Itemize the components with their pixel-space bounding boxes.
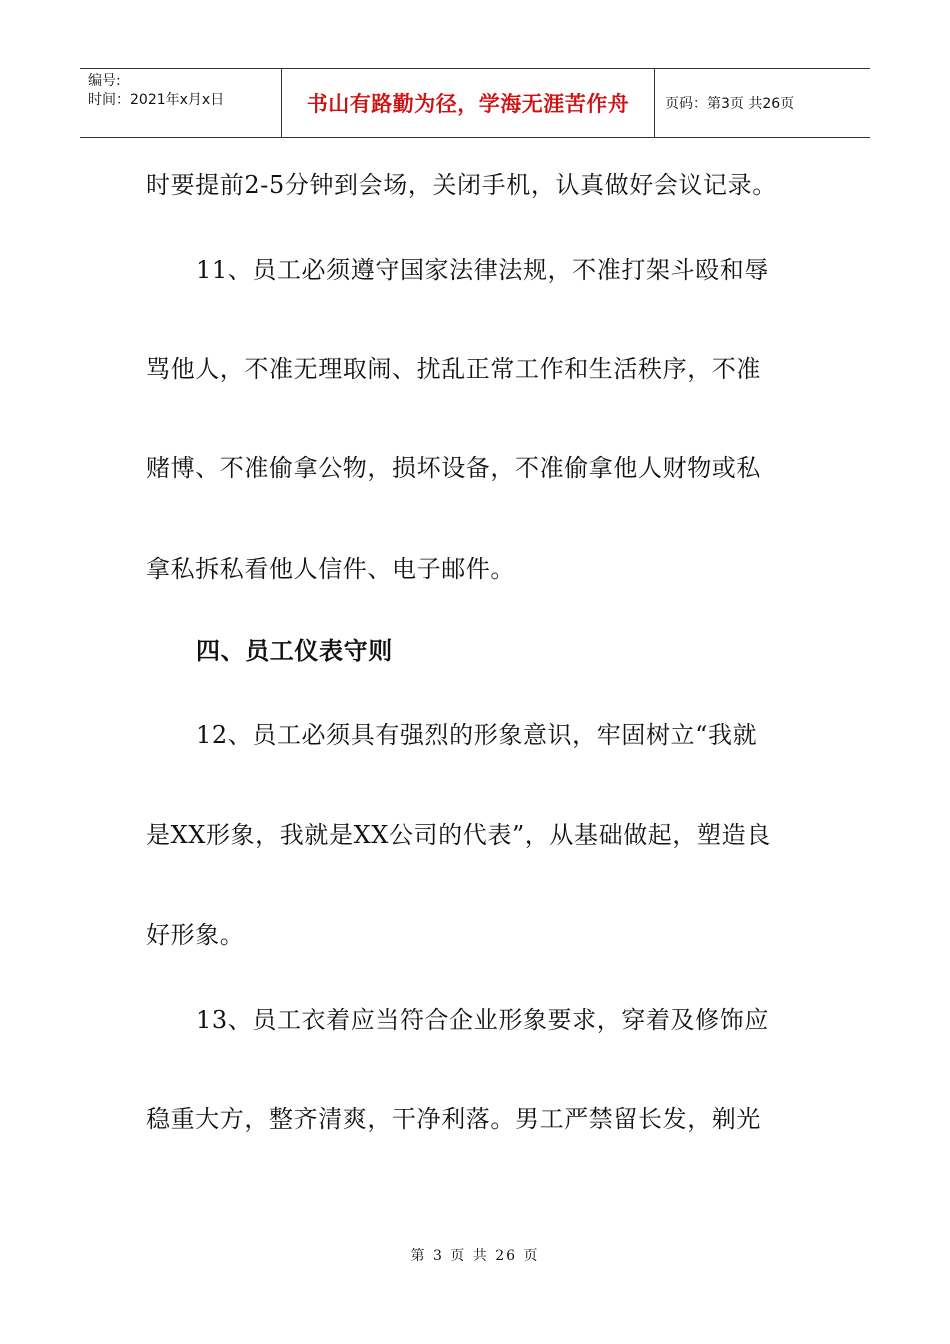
body-line: 13、员工衣着应当符合企业形象要求，穿着及修饰应 <box>196 1006 769 1034</box>
header-meta <box>80 69 282 137</box>
document-number-label: 编号: <box>88 73 121 89</box>
body-line: 拿私拆私看他人信件、电子邮件。 <box>146 555 515 583</box>
body-line: 好形象。 <box>146 921 245 949</box>
body-line: 时要提前2-5分钟到会场，关闭手机，认真做好会议记录。 <box>146 171 777 199</box>
body-line: 11、员工必须遵守国家法律法规，不准打架斗殴和辱 <box>196 256 769 284</box>
document-time-label: 时间：2021年x月x日 <box>88 92 225 108</box>
body-line: 是XX形象，我就是XX公司的代表”，从基础做起，塑造良 <box>146 821 771 849</box>
header-page-info: 页码：第3页 共26页 <box>665 96 795 112</box>
body-line: 赌博、不准偷拿公物，损坏设备，不准偷拿他人财物或私 <box>146 454 761 482</box>
body-line: 稳重大方，整齐清爽，干净利落。男工严禁留长发，剃光 <box>146 1105 761 1133</box>
page-header <box>80 68 870 138</box>
body-line: 骂他人，不准无理取闹、扰乱正常工作和生活秩序，不准 <box>146 355 761 383</box>
section-heading: 四、员工仪表守则 <box>196 637 393 665</box>
header-motto: 书山有路勤为径，学海无涯苦作舟 <box>282 69 655 137</box>
page-footer: 第 3 页 共 26 页 <box>410 1248 540 1264</box>
body-line: 12、员工必须具有强烈的形象意识，牢固树立“我就 <box>196 721 758 749</box>
